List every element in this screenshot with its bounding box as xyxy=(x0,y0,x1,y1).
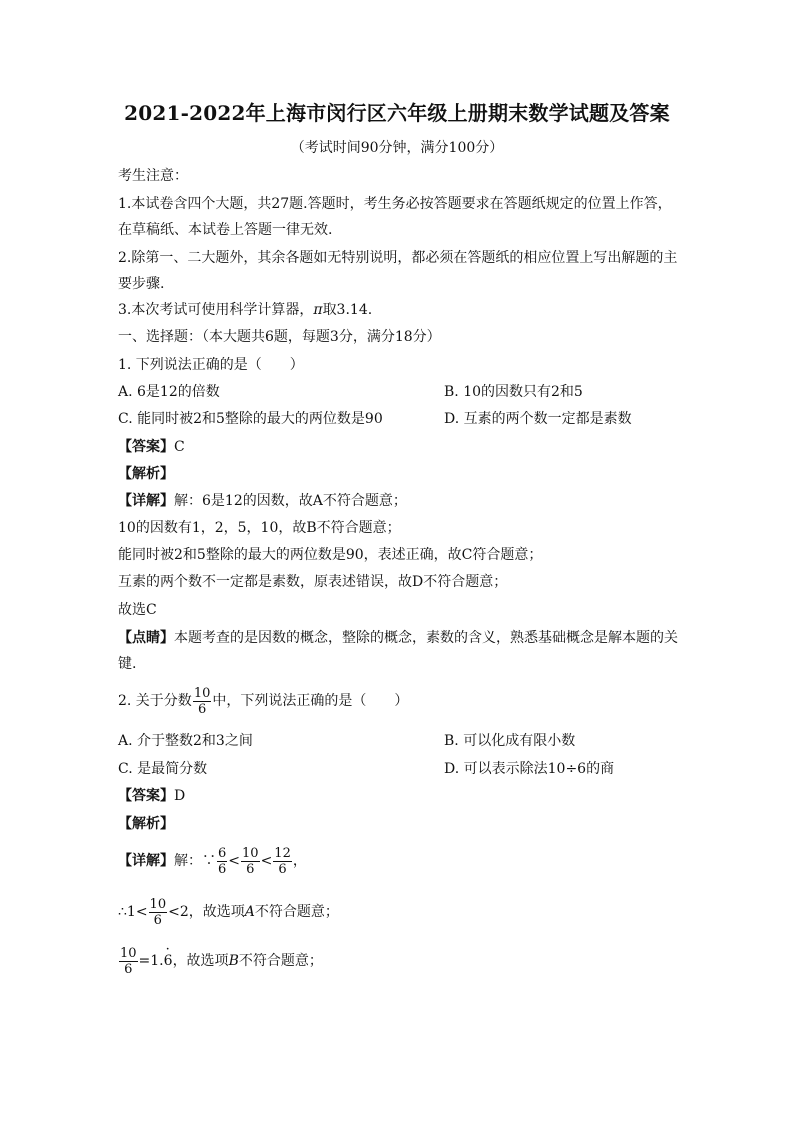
question-1-option-c: C. 能同时被2和5整除的最大的两位数是90 xyxy=(118,411,383,427)
detail-line-4: 互素的两个数不一定都是素数，原表述错误，故D不符合题意； xyxy=(118,574,508,590)
fraction-numerator: 10 xyxy=(193,685,211,701)
notice-item-3-tail: 取3.14. xyxy=(322,302,373,318)
comma: ， xyxy=(292,853,307,869)
page-title: 2021-2022年上海市闵行区六年级上册期末数学试题及答案 xyxy=(124,101,670,125)
fraction-denominator: 6 xyxy=(197,701,207,717)
fraction-12-over-6 xyxy=(273,846,292,877)
detail-text: 不符合题意； xyxy=(254,904,339,920)
pi-symbol: π xyxy=(313,302,323,318)
fraction-6-over-6 xyxy=(217,846,227,877)
fraction-denominator: 6 xyxy=(153,912,162,928)
option-letter: B xyxy=(228,953,239,969)
question-1-option-d: D. 互素的两个数一定都是素数 xyxy=(444,411,632,427)
question-1-option-b: B. 10的因数只有2和5 xyxy=(444,384,583,400)
detail-because: 解：∵ xyxy=(174,853,216,869)
question-2-option-d: D. 可以表示除法10÷6的商 xyxy=(444,761,615,777)
question-2-stem-suffix: 中，下列说法正确的是（ ） xyxy=(212,693,409,709)
question-2-stem xyxy=(118,682,408,720)
detail-line-1: 解：6是12的因数，故A不符合题意； xyxy=(174,493,407,509)
fraction-denominator: 6 xyxy=(278,861,287,877)
notice-item-2-cont: 要步骤. xyxy=(118,276,165,292)
question-1-stem: 1. 下列说法正确的是（ ） xyxy=(118,357,304,373)
fraction-numerator: 12 xyxy=(274,845,291,861)
comment-text: 本题考查的是因数的概念，整除的概念，素数的含义，熟悉基础概念是解本题的关 xyxy=(174,630,678,646)
detail-label: 【详解】 xyxy=(118,853,174,869)
fraction-denominator: 6 xyxy=(246,861,255,877)
question-2-answer xyxy=(118,786,185,806)
repeating-digit: · 6 xyxy=(164,942,173,980)
question-2-option-a: A. 介于整数2和3之间 xyxy=(118,733,253,749)
question-2-detail-line-3 xyxy=(118,942,323,980)
question-2-option-b: B. 可以化成有限小数 xyxy=(444,733,576,749)
fraction-numerator: 6 xyxy=(218,845,227,861)
question-1-analysis-label: 【解析】 xyxy=(118,466,174,482)
notice-item-1-cont: 在草稿纸、本试卷上答题一律无效. xyxy=(118,222,333,238)
fraction-10-over-6 xyxy=(149,897,168,928)
equals-text: =1. xyxy=(138,953,164,969)
detail-text: 不符合题意； xyxy=(238,953,323,969)
fraction-denominator: 6 xyxy=(218,861,227,877)
fraction-numerator: 10 xyxy=(242,845,259,861)
notice-item-2: 2.除第一、二大题外，其余各题如无特别说明，都必须在答题纸的相应位置上写出解题的主 xyxy=(118,250,678,266)
detail-line-2: 10的因数有1，2，5，10，故B不符合题意； xyxy=(118,520,401,536)
fraction-numerator: 10 xyxy=(120,945,137,961)
section-heading: 一、选择题：（本大题共6题，每题3分，满分18分） xyxy=(118,329,441,345)
question-2-detail-line-1 xyxy=(118,842,307,880)
notice-item-3-text: 3.本次考试可使用科学计算器， xyxy=(118,302,314,318)
fraction-denominator: 6 xyxy=(124,961,133,977)
question-2-analysis-label: 【解析】 xyxy=(118,816,174,832)
notice-heading: 考生注意： xyxy=(118,168,188,184)
question-1-answer xyxy=(118,437,185,457)
answer-value: C xyxy=(174,439,185,455)
less-than-sign: < xyxy=(228,853,241,869)
question-2-stem-prefix: 2. 关于分数 xyxy=(118,693,192,709)
question-1-option-a: A. 6是12的倍数 xyxy=(118,384,220,400)
notice-item-1: 1.本试卷含四个大题，共27题.答题时，考生务必按答题要求在答题纸规定的位置上作答， xyxy=(118,196,672,212)
question-2-detail-line-2 xyxy=(118,893,339,931)
notice-item-3 xyxy=(118,300,372,320)
answer-label: 【答案】 xyxy=(118,788,174,804)
fraction-10-over-6 xyxy=(193,686,212,717)
detail-line-5: 故选C xyxy=(118,602,157,618)
detail-text: <2，故选项 xyxy=(168,904,245,920)
fraction-10-over-6 xyxy=(119,946,138,977)
comment-text-cont: 键. xyxy=(118,656,137,672)
less-than-sign: < xyxy=(260,853,273,869)
question-1-comment xyxy=(118,628,678,648)
answer-value: D xyxy=(174,788,186,804)
option-letter: A xyxy=(244,904,255,920)
therefore-text: ∴1< xyxy=(118,904,148,920)
exam-duration-note: （考试时间90分钟，满分100分） xyxy=(290,140,504,156)
answer-label: 【答案】 xyxy=(118,439,174,455)
detail-label: 【详解】 xyxy=(118,493,174,509)
fraction-10-over-6 xyxy=(241,846,260,877)
question-2-option-c: C. 是最简分数 xyxy=(118,761,208,777)
comment-label: 【点睛】 xyxy=(118,630,174,646)
detail-text: ，故选项 xyxy=(172,953,229,969)
detail-line-3: 能同时被2和5整除的最大的两位数是90，表述正确，故C符合题意； xyxy=(118,547,543,563)
question-1-detail xyxy=(118,491,407,511)
fraction-numerator: 10 xyxy=(149,896,167,912)
